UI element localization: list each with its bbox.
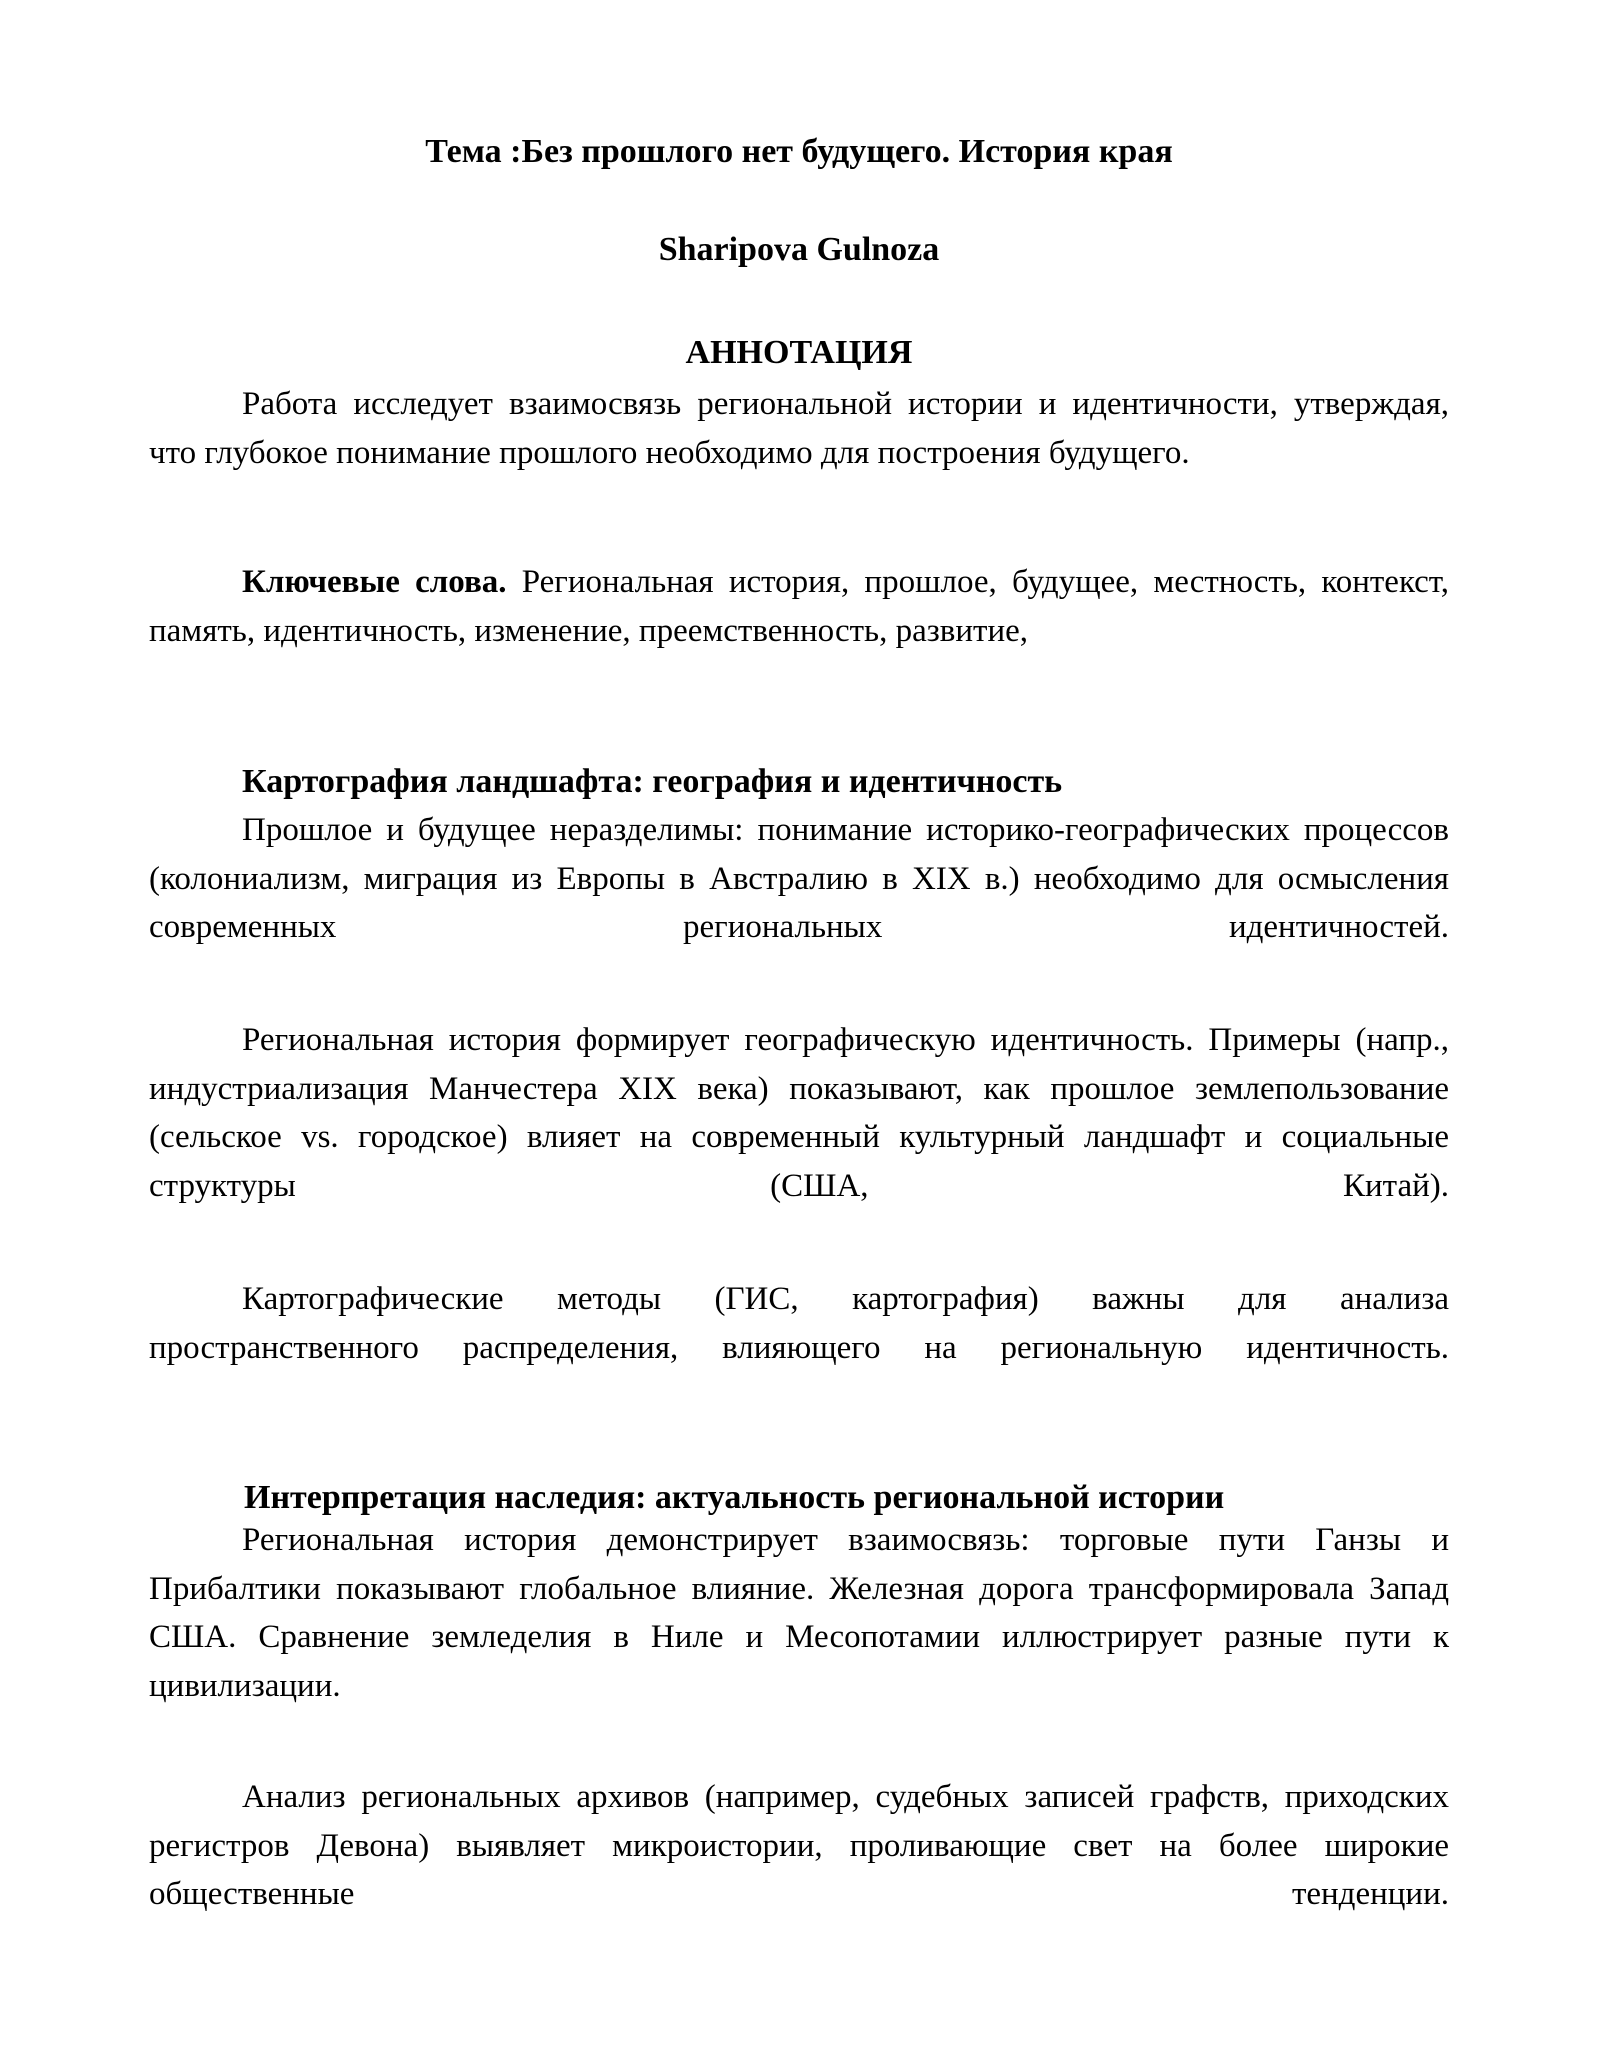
section-paragraph: Региональная история демонстрирует взаимосвязь: торговые пути Ганзы и Прибалтики показывают глобальное влияние. Железная дорога трансформировала Запад США. Сравнение земледелия в Ниле и Месопотамии иллюстрирует разные пути к цивилизации. — [149, 1522, 1449, 1704]
annotation-heading: АННОТАЦИЯ — [685, 334, 913, 371]
section-heading-heritage: Интерпретация наследия: актуальность региональной истории — [244, 1479, 1225, 1516]
section-paragraph: Анализ региональных архивов (например, судебных записей графств, приходских регистров Девона) выявляет микроистории, проливающие свет на более широкие общественные тенденции. — [149, 1779, 1449, 1912]
section-paragraph: Картографические методы (ГИС, картография) важны для анализа пространственного распределения, влияющего на региональную идентичность. — [149, 1281, 1449, 1366]
annotation-paragraph: Работа исследует взаимосвязь региональной истории и идентичности, утверждая, что глубокое понимание прошлого необходимо для построения будущего. — [149, 386, 1449, 471]
keywords-paragraph — [149, 558, 1449, 655]
section-heading-cartography: Картография ландшафта: география и идентичность — [242, 763, 1063, 800]
document-title: Тема :Без прошлого нет будущего. История края — [425, 133, 1173, 170]
keywords-label: Ключевые слова. — [242, 564, 507, 600]
keywords-text: Региональная история, прошлое, будущее, местность, контекст, память, идентичность, изменение, преемственность, развитие, — [149, 564, 1450, 649]
section-paragraph: Региональная история формирует географическую идентичность. Примеры (напр., индустриализация Манчестера XIX века) показывают, как прошлое землепользование (сельское vs. городское) влияет на современный культурный ландшафт и социальные структуры (США, Китай). — [149, 1022, 1449, 1204]
section-paragraph: Прошлое и будущее неразделимы: понимание историко-географических процессов (колониализм, миграция из Европы в Австралию в XIX в.) необходимо для осмысления современных региональных идентичностей. — [149, 812, 1449, 945]
author-name: Sharipova Gulnoza — [658, 231, 940, 268]
